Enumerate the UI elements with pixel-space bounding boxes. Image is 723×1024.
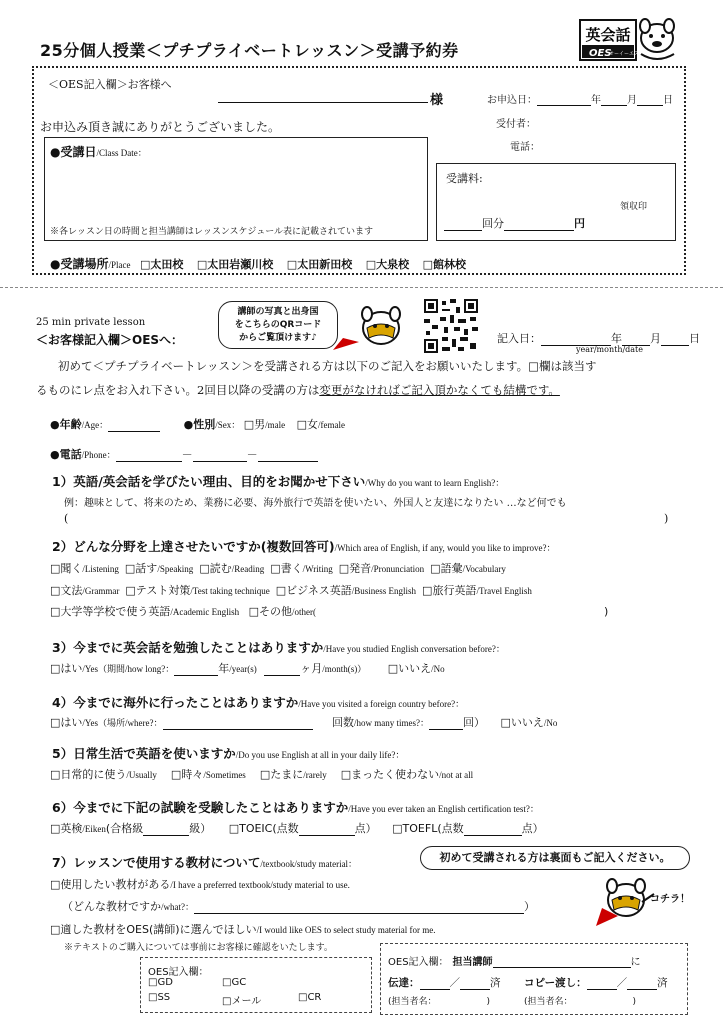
staff-label-1: (担当者名： xyxy=(388,997,437,1007)
applied-month-unit: 月 xyxy=(627,95,637,106)
q3-month-unit: ヶ月 xyxy=(300,662,323,675)
schedule-note: ※各レッスン日の時間と担当講師はレッスンスケジュール表に記載されています xyxy=(50,227,374,237)
gc-checkbox[interactable]: □GC xyxy=(222,977,247,988)
q4-count-label: 回数 xyxy=(332,716,354,729)
q6-grade-label: (合格級 xyxy=(105,822,144,835)
dentatsu-day-field[interactable] xyxy=(460,977,490,990)
applied-date xyxy=(487,91,673,106)
copy-month-field[interactable] xyxy=(587,977,617,990)
q7-which-close: ） xyxy=(524,900,535,913)
kochira-label: コチラ！ xyxy=(650,894,690,905)
q2-row2-option-1-en: /Test taking technique xyxy=(190,586,270,596)
q2-row1-option-1-checkbox[interactable]: □話す xyxy=(124,562,158,575)
q4-where-en: /where?： xyxy=(125,718,163,728)
q2-academic-en: /Academic English xyxy=(170,607,240,617)
logo-main-text: 英会話 xyxy=(585,26,631,44)
q2-heading xyxy=(52,537,556,555)
sex-label: ●性別 xyxy=(183,418,216,431)
entry-year-unit: 年 xyxy=(611,332,622,345)
q2-row1-option-2-en: /Reading xyxy=(231,564,265,574)
applied-date-label: お申込日： xyxy=(487,95,537,106)
bulldog-mascot-icon xyxy=(640,19,674,59)
qr-note-line2: をこちらのQRコード xyxy=(234,320,322,330)
female-checkbox[interactable]: □女 xyxy=(296,418,319,431)
q2-row2-option-2-checkbox[interactable]: □ビジネス英語 xyxy=(275,584,352,597)
q7-opt1-checkbox[interactable]: □使用したい教材がある xyxy=(50,878,171,891)
q7-opt2-en: /I would like OES to select study material for me. xyxy=(256,925,436,935)
gd-checkbox[interactable]: □GD xyxy=(148,977,173,988)
applied-day-field[interactable] xyxy=(637,93,663,106)
q2-row-1 xyxy=(50,560,506,576)
place-label: ●受講場所 xyxy=(50,257,109,271)
place-option-tatebayashi[interactable]: □館林校 xyxy=(422,258,467,271)
q1-open: ( xyxy=(64,512,69,525)
q5-option-2-checkbox[interactable]: □たまに xyxy=(259,768,304,781)
q4-heading xyxy=(52,693,464,711)
applied-day-unit: 日 xyxy=(663,95,673,106)
q7-jp: 7）レッスンで使用する教材について xyxy=(52,855,261,870)
q3-jp: 3）今までに英会話を勉強したことはありますか xyxy=(52,640,324,655)
fee-line xyxy=(444,215,585,231)
copy-day-field[interactable] xyxy=(627,977,657,990)
logo-kana-text: オーイーエス xyxy=(609,51,640,57)
q4-row xyxy=(50,714,557,730)
q6-en: /Have you ever taken an English certification test?： xyxy=(348,804,539,814)
cut-line xyxy=(0,287,723,288)
q4-en: /Have you visited a foreign country before?： xyxy=(298,699,465,709)
q2-row2-option-0-checkbox[interactable]: □文法 xyxy=(50,584,83,597)
q2-other-en: /other( xyxy=(292,607,317,617)
q2-row1-option-1-en: /Speaking xyxy=(157,564,194,574)
section-en-title: 25 min private lesson xyxy=(36,317,146,328)
q6-row xyxy=(50,820,544,836)
q3-years-field[interactable] xyxy=(174,663,218,676)
q2-row1-option-4-en: /Pronunciation xyxy=(371,564,425,574)
mascot-hero-icon xyxy=(333,298,413,357)
fee-label: 受講料: xyxy=(446,172,483,185)
q7-which-field[interactable] xyxy=(194,901,524,914)
phone-label-customer: ●電話 xyxy=(50,448,82,461)
phone-dash-2: － xyxy=(246,448,258,461)
q5-en: /Do you use English at all in your daily life?： xyxy=(235,750,405,760)
mascot-pointing-icon xyxy=(596,872,656,933)
place-option-ota[interactable]: □太田校 xyxy=(139,258,184,271)
receiver-label: 受付者： xyxy=(496,119,536,130)
q4-times-unit: 回） xyxy=(463,716,485,729)
q4-count-field[interactable] xyxy=(429,717,463,730)
q3-year-en: /year(s) xyxy=(229,664,257,674)
entry-date-en: year/month/date xyxy=(576,345,643,354)
phone-label: 電話： xyxy=(510,142,540,153)
q2-row1-option-2-checkbox[interactable]: □読む xyxy=(199,562,232,575)
dentatsu-zumi: 済 xyxy=(490,977,501,989)
q3-year-unit: 年 xyxy=(218,662,230,675)
q3-yes-en: /Yes（期間 xyxy=(82,664,126,674)
q7-which-en: /what?： xyxy=(161,902,194,912)
mail-checkbox[interactable]: □メール xyxy=(222,996,262,1007)
page-title: 25分個人授業＜プチプライベートレッスン＞受講予約券 xyxy=(40,41,459,60)
teacher-ni: に xyxy=(630,957,641,968)
entry-day-unit: 日 xyxy=(689,332,700,345)
class-date-en: /Class Date： xyxy=(96,148,147,158)
entry-day-field[interactable] xyxy=(661,333,689,346)
q6-eiken-checkbox[interactable]: □英検 xyxy=(50,822,83,835)
q2-row1-option-5-checkbox[interactable]: □語彙 xyxy=(430,562,463,575)
qr-note-line1: 講師の写真と出身国 xyxy=(237,307,319,317)
male-en: /male xyxy=(265,420,286,430)
cr-checkbox[interactable]: □CR xyxy=(298,992,322,1003)
q7-heading xyxy=(52,853,357,871)
q6-toeic-field[interactable] xyxy=(299,823,355,836)
office-label: ＜OES記入欄＞お客様へ xyxy=(48,78,172,91)
copy-zumi: 済 xyxy=(657,977,668,989)
teacher-row xyxy=(388,953,641,968)
entry-date xyxy=(497,330,700,346)
age-en: /Age： xyxy=(81,420,109,430)
q2-other-checkbox[interactable]: □その他 xyxy=(248,605,293,618)
q3-no-en: /No xyxy=(431,664,445,674)
class-date-title xyxy=(50,143,147,160)
q1-jp: 1）英語/英会話を学びたい理由、目的をお聞かせ下さい xyxy=(52,474,366,489)
copy-row xyxy=(524,975,668,990)
q1-answer-field[interactable] xyxy=(72,512,662,526)
copy-label: コピー渡し： xyxy=(524,977,587,989)
age-sex-row xyxy=(50,416,345,432)
q2-academic-checkbox[interactable]: □大学等学校で使う英語 xyxy=(50,605,171,618)
place-row xyxy=(50,255,466,272)
q3-yes-checkbox[interactable]: □はい xyxy=(50,662,83,675)
applied-year-field[interactable] xyxy=(537,93,591,106)
customer-name-field[interactable] xyxy=(218,90,428,103)
q3-heading xyxy=(52,638,505,656)
teacher-field[interactable] xyxy=(493,955,631,968)
intro-line-2a: るものにレ点をお入れ下さい。2回目以降の受講の方は xyxy=(36,383,320,397)
q5-row xyxy=(50,766,473,782)
q2-row1-option-3-checkbox[interactable]: □書く xyxy=(270,562,303,575)
thanks-text: お申込み頂き誠にありがとうございました。 xyxy=(40,120,281,134)
q2-row1-option-3-en: /Writing xyxy=(302,564,333,574)
ss-checkbox[interactable]: □SS xyxy=(148,992,171,1003)
q2-row2-option-3-checkbox[interactable]: □旅行英語 xyxy=(422,584,477,597)
qr-note-line3: からご覧頂けます♪ xyxy=(239,333,317,343)
teacher-label: 担当講師 xyxy=(452,957,493,968)
q1-heading xyxy=(52,472,504,490)
q6-toeic-checkbox[interactable]: □TOEIC(点数 xyxy=(228,822,299,835)
q5-option-0-en: /Usually xyxy=(126,770,157,780)
place-option-ota-nitta[interactable]: □太田新田校 xyxy=(286,258,353,271)
lesson-count-unit: 回分 xyxy=(482,217,504,230)
q3-en: /Have you studied English conversation before?： xyxy=(323,644,505,654)
dentatsu-row xyxy=(388,975,501,990)
yen-unit: 円 xyxy=(574,217,585,230)
dentatsu-label: 伝達： xyxy=(388,977,420,989)
male-checkbox[interactable]: □男 xyxy=(243,418,266,431)
q2-other-close: ) xyxy=(604,605,609,618)
intro-line-1: 初めて＜プチプライベートレッスン＞を受講される方は以下のご記入をお願いいたします。□欄は該当す xyxy=(58,359,597,373)
q7-opt2-row xyxy=(50,921,436,937)
applied-year-unit: 年 xyxy=(591,95,601,106)
q4-no-en: /No xyxy=(543,718,558,728)
phone-field-3[interactable] xyxy=(258,449,318,462)
phone-field-2[interactable] xyxy=(193,449,247,462)
q7-en: /textbook/study material： xyxy=(260,859,358,869)
fee-amount-field[interactable] xyxy=(504,218,574,231)
q6-toefl-unit: 点） xyxy=(521,822,544,835)
phone-row xyxy=(50,446,318,462)
q6-heading xyxy=(52,798,539,816)
staff-label-2: (担当者名： xyxy=(524,997,573,1007)
class-date-label: ●受講日 xyxy=(50,145,97,159)
q3-months-field[interactable] xyxy=(264,663,300,676)
q5-option-3-checkbox[interactable]: □まったく使わない xyxy=(340,768,440,781)
q1-example: 例：趣味として、将来のため、業務に必要、海外旅行で英語を使いたい、外国人と友達になりたい …など何でも xyxy=(64,498,567,509)
q5-option-2-en: /rarely xyxy=(303,770,327,780)
q1-en: /Why do you want to learn English?： xyxy=(365,478,505,488)
q7-note: ※テキストのご購入については事前にお客様に確認をいたします。 xyxy=(64,943,333,953)
phone-dash-1: － xyxy=(181,448,193,461)
q4-yes-en: /Yes（場所 xyxy=(82,718,126,728)
q1-close: ) xyxy=(664,512,669,525)
q2-row2-option-1-checkbox[interactable]: □テスト対策 xyxy=(125,584,191,597)
q3-no-checkbox[interactable]: □いいえ xyxy=(387,662,432,675)
entry-month-unit: 月 xyxy=(650,332,661,345)
q4-no-checkbox[interactable]: □いいえ xyxy=(500,716,544,729)
q4-yes-checkbox[interactable]: □はい xyxy=(50,716,83,729)
sama-label: 様 xyxy=(430,93,444,108)
age-label: ●年齢 xyxy=(50,418,82,431)
q3-row xyxy=(50,660,445,676)
back-side-note-bubble: 初めて受講される方は裏面もご記入ください。 xyxy=(420,846,690,870)
staff-row-2 xyxy=(524,994,636,1007)
q4-jp: 4）今までに海外に行ったことはありますか xyxy=(52,695,299,710)
q7-opt1-row xyxy=(50,876,350,892)
q2-en: /Which area of English, if any, would you like to improve?： xyxy=(334,543,556,553)
dentatsu-month-field[interactable] xyxy=(420,977,450,990)
q2-row1-option-0-checkbox[interactable]: □聞く xyxy=(50,562,83,575)
place-option-oizumi[interactable]: □大泉校 xyxy=(365,258,410,271)
intro-line-2 xyxy=(36,382,560,398)
sex-en: /Sex： xyxy=(215,420,241,430)
dentatsu-slash: ／ xyxy=(449,977,460,989)
copy-slash: ／ xyxy=(616,977,628,989)
place-en: /Place xyxy=(108,260,131,270)
q4-count-en: /how many times?： xyxy=(354,718,429,728)
q3-period-en: /how long?： xyxy=(125,664,175,674)
q5-jp: 5）日常生活で英語を使いますか xyxy=(52,746,236,761)
q5-option-1-checkbox[interactable]: □時々 xyxy=(170,768,204,781)
q6-grade-unit: 級） xyxy=(189,822,212,835)
q7-which-label: （どんな教材ですか xyxy=(62,900,161,913)
logo-oes-text: OES xyxy=(589,48,612,59)
place-option-ota-iwasegawa[interactable]: □太田岩瀬川校 xyxy=(196,258,274,271)
receipt-seal-label: 領収印 xyxy=(620,202,648,212)
phone-en: /Phone： xyxy=(81,450,116,460)
q2-row2-option-0-en: /Grammar xyxy=(82,586,120,596)
q6-grade-field[interactable] xyxy=(143,823,189,836)
intro-line-2b: 変更がなければご記入頂かなくても結構です。 xyxy=(319,383,560,397)
staff-close-1: ) xyxy=(486,997,491,1007)
q6-eiken-en: /Eiken xyxy=(82,824,106,834)
q5-heading xyxy=(52,744,404,762)
q6-toeic-unit: 点） xyxy=(354,822,377,835)
q2-row-2 xyxy=(50,582,532,598)
lesson-count-field[interactable] xyxy=(444,218,482,231)
oes-logo xyxy=(579,14,679,64)
qr-code-icon[interactable] xyxy=(424,299,478,356)
q5-option-1-en: /Sometimes xyxy=(203,770,246,780)
qr-note-bubble xyxy=(218,301,338,349)
q6-jp: 6）今までに下記の試験を受験したことはありますか xyxy=(52,800,349,815)
q7-which-row xyxy=(62,898,535,914)
q7-opt1-en: /I have a preferred textbook/study material to use. xyxy=(170,880,350,890)
applied-month-field[interactable] xyxy=(601,93,627,106)
q7-opt2-checkbox[interactable]: □適した教材をOES(講師)に選んでほしい xyxy=(50,923,257,936)
q2-row1-option-5-en: /Vocabulary xyxy=(462,564,506,574)
q6-toefl-checkbox[interactable]: □TOEFL(点数 xyxy=(392,822,464,835)
q2-row1-option-0-en: /Listening xyxy=(82,564,119,574)
q5-option-0-checkbox[interactable]: □日常的に使う xyxy=(50,768,127,781)
age-field[interactable] xyxy=(108,419,160,432)
phone-field-1[interactable] xyxy=(116,449,182,462)
q6-toefl-field[interactable] xyxy=(464,823,522,836)
q2-jp: 2）どんな分野を上達させたいですか(複数回答可) xyxy=(52,539,335,554)
q2-row2-option-3-en: /Travel English xyxy=(476,586,532,596)
section-jp-title: ＜お客様記入欄＞OESへ： xyxy=(36,333,184,347)
q5-option-3-en: /not at all xyxy=(439,770,474,780)
q2-row-3 xyxy=(50,603,608,619)
q3-month-en: /month(s)） xyxy=(322,664,367,674)
staff-close-2: ) xyxy=(632,997,637,1007)
staff-row-1 xyxy=(388,994,490,1007)
female-en: /female xyxy=(318,420,346,430)
q4-place-field[interactable] xyxy=(163,717,313,730)
oes-check-label: OES記入欄： xyxy=(148,967,209,978)
q2-row1-option-4-checkbox[interactable]: □発音 xyxy=(338,562,372,575)
teacher-oes-label: OES記入欄： xyxy=(388,957,449,968)
q2-row2-option-2-en: /Business English xyxy=(351,586,417,596)
entry-date-label: 記入日： xyxy=(497,332,541,345)
